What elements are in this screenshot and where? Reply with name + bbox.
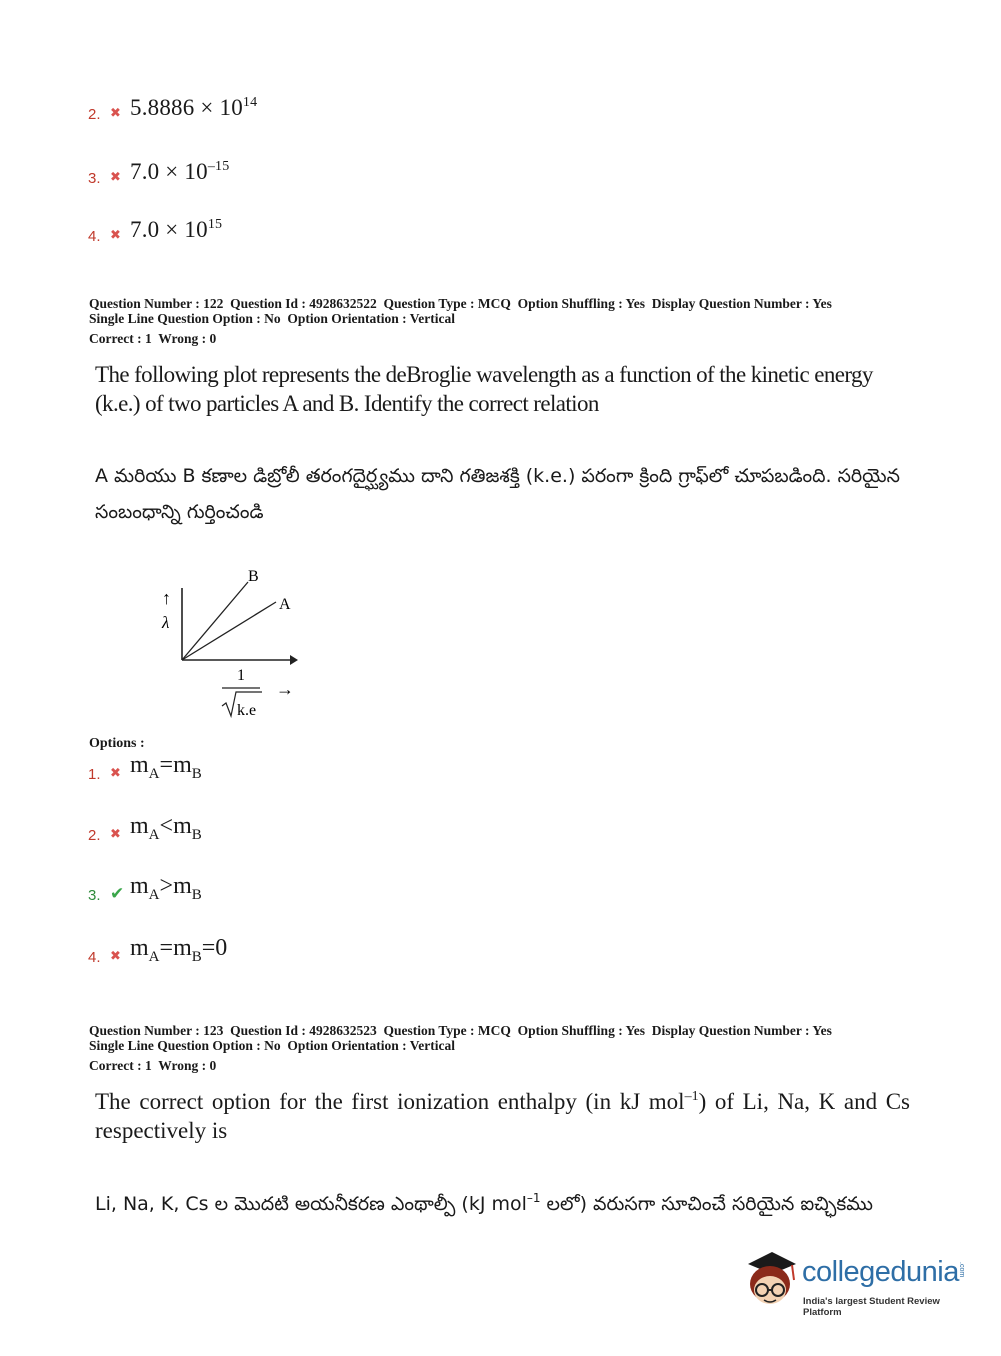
wrong-icon: ✖ (110, 226, 121, 242)
wrong-icon: ✖ (110, 764, 121, 780)
wrong-icon: ✖ (110, 168, 121, 184)
line-b (182, 582, 248, 660)
option-number: 2. (88, 106, 101, 123)
options-label: Options : (89, 736, 145, 751)
q122-question-telugu: A మరియు B కణాల డిబ్రోలీ తరంగదైర్ఘ్యము దాని గతిజశక్తి (k.e.) పరంగా క్రింది గ్రాఫ్‌లో చూపబడింది. సరియైన సంబంధాన్ని గుర్తించండి (95, 465, 900, 523)
collegedunia-logo (740, 1250, 970, 1318)
prev-option-2 (88, 92, 257, 123)
q123-meta-line-2: Single Line Question Option : No Option Orientation : Vertical (89, 1038, 456, 1053)
debroglie-graph (150, 560, 310, 730)
q122-meta-line-3: Correct : 1 Wrong : 0 (89, 331, 217, 346)
option-number: 4. (88, 228, 101, 245)
option-text: $5.8886 \times 10^{14}$ (130, 94, 258, 120)
x-axis-arrowhead (290, 655, 298, 665)
wrong-icon: ✖ (110, 104, 121, 120)
q122-option-4 (88, 935, 227, 966)
option-number: 1. (88, 766, 101, 783)
option-text: $7.0 \times 10^{15}$ (130, 216, 223, 242)
q122-option-1 (88, 752, 202, 783)
y-axis-label: λ (162, 613, 170, 632)
q122-question-english: The following plot represents the deBroglie wavelength as a function of the kinetic energy (k.e.) of two particles A and B. Identify the correct relation (95, 362, 873, 416)
wrong-icon: ✖ (110, 947, 121, 963)
correct-check-icon: ✔ (110, 883, 125, 903)
q123-question-telugu: Li, Na, K, Cs ల మొదటి అయనీకరణ ఎంథాల్పీ (kJ mol$^{-1}$ లలో) వరుసగా సూచించే సరియైన ఐచ్ఛికము (95, 1191, 873, 1215)
option-text: $m_A>m_B$ (130, 873, 202, 903)
logo-dotcom: .com (958, 1262, 965, 1278)
logo-wordmark: collegedunia (802, 1256, 959, 1288)
q123-meta-line-3: Correct : 1 Wrong : 0 (89, 1058, 217, 1073)
mascot-icon (740, 1250, 802, 1314)
option-text: $m_A=m_B=0$ (130, 935, 228, 965)
x-label-numerator: 1 (237, 667, 245, 684)
option-number: 3. (88, 170, 101, 187)
option-text: $m_A<m_B$ (130, 813, 202, 843)
q123-question-english: The correct option for the first ionization enthalpy (in kJ mol$^{-1}$) of Li, Na, K and Cs respectively is (95, 1089, 911, 1143)
option-number: 2. (88, 827, 101, 844)
q122-meta-line-1: Question Number : 122 Question Id : 4928632522 Question Type : MCQ Option Shuffling : Yes Display Question Number : Yes (89, 296, 832, 311)
prev-option-3 (88, 156, 229, 187)
line-a (182, 602, 276, 660)
option-number: 4. (88, 949, 101, 966)
option-text: $7.0 \times 10^{-15}$ (130, 158, 230, 184)
q122-option-2 (88, 813, 202, 844)
wrong-icon: ✖ (110, 825, 121, 841)
option-number: 3. (88, 887, 101, 904)
x-label-denominator: k.e (237, 702, 257, 719)
line-a-label: A (279, 596, 291, 613)
prev-option-4 (88, 214, 222, 245)
y-axis-arrow: ↑ (162, 588, 171, 608)
q122-option-3 (88, 873, 202, 904)
q122-meta-line-2: Single Line Question Option : No Option Orientation : Vertical (89, 311, 456, 326)
logo-tagline: India's largest Student Review Platform (803, 1296, 940, 1318)
q123-meta-line-1: Question Number : 123 Question Id : 4928632523 Question Type : MCQ Option Shuffling : Yes Display Question Number : Yes (89, 1023, 832, 1038)
line-b-label: B (248, 568, 259, 585)
x-label-arrow: → (276, 679, 294, 699)
option-text: $m_A=m_B$ (130, 752, 202, 782)
